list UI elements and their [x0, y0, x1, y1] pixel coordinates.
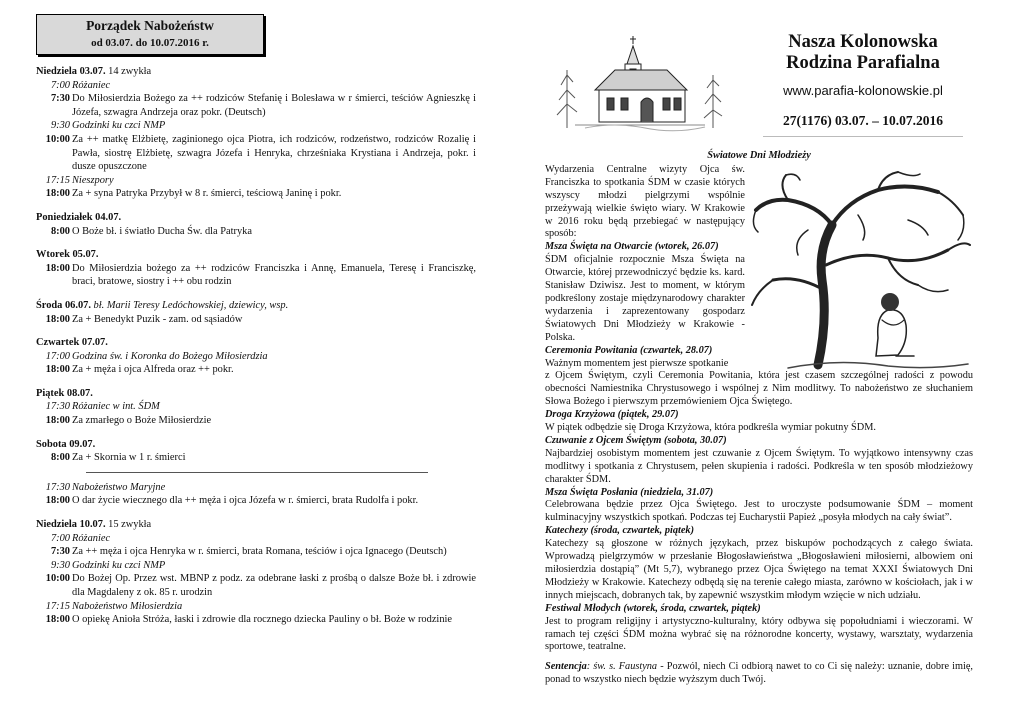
- entry-text: O dar życie wiecznego dla ++ męża i ojca Józefa w r. śmierci, brata Rudolfa i pokr.: [72, 495, 419, 507]
- entry-time: 7:00: [50, 532, 70, 544]
- schedule-day: [36, 336, 476, 377]
- schedule-day: [36, 387, 476, 428]
- mass-intention: [36, 572, 476, 599]
- wdm-section-heading: Katechezy (środa, czwartek, piątek): [545, 525, 694, 537]
- day-date: Środa 06.07.: [36, 299, 91, 311]
- mass-intention: [36, 363, 476, 377]
- entry-time: 18:00: [45, 614, 70, 626]
- entry-text: O Boże bł. i światło Ducha Św. dla Patryka: [72, 225, 252, 237]
- day-title: [36, 211, 476, 225]
- entry-time: 17:15: [45, 174, 70, 186]
- schedule-day: [36, 299, 476, 326]
- entry-time: 17:30: [45, 481, 70, 493]
- mass-intention: [36, 451, 476, 465]
- entry-time: 8:00: [50, 452, 70, 464]
- entry-time: 8:00: [50, 225, 70, 237]
- sentencja-label: Sentencja: [545, 661, 587, 673]
- schedule-days: [36, 65, 476, 627]
- entry-text: Różaniec: [72, 79, 111, 91]
- entry-time: 10:00: [45, 573, 70, 585]
- wdm-section-heading: Czuwanie z Ojcem Świętym (sobota, 30.07): [545, 434, 727, 446]
- sentencja-text: - Pozwól, niech Ci odbiorą nawet to co Ci się należy: uznanie, dobre imię, ponad to wszystko niech będzie wyższym duch Twój.: [545, 661, 973, 686]
- service-entry: [36, 600, 476, 614]
- mass-intention: [36, 313, 476, 327]
- schedule-column: [36, 14, 476, 637]
- wdm-section-text: Ważnym momentem jest pierwsze spotkanie: [545, 357, 729, 369]
- entry-text: Za + męża i ojca Alfreda oraz ++ pokr.: [72, 364, 234, 376]
- parish-website-link[interactable]: www.parafia-kolonowskie.pl: [783, 83, 943, 98]
- entry-text: Nabożeństwo Miłosierdzia: [72, 600, 183, 612]
- day-note: 15 zwykła: [105, 519, 152, 531]
- schedule-header-box: [36, 14, 264, 55]
- entry-text: Godzina św. i Koronka do Bożego Miłosierdzia: [72, 350, 268, 362]
- entry-text: O opiekę Anioła Stróża, łaski i zdrowie dla rocznego dziecka Pauliny o bł. Boże w rodzinie: [72, 614, 453, 626]
- wdm-section-heading: Ceremonia Powitania (czwartek, 28.07): [545, 344, 713, 356]
- wdm-section-text: Jest to program religijny i artystyczno-kulturalny, który odbywa się popołudniami i wieczorami. W ramach tej części ŚDM można wybrać się na różnorodne koncerty, wystawy, warsztaty, wydarzenia sportowe, teatralne.: [545, 615, 973, 653]
- entry-time: 9:30: [50, 120, 70, 132]
- day-date: Sobota 09.07.: [36, 438, 96, 450]
- schedule-day: [36, 65, 476, 201]
- day-date: Czwartek 07.07.: [36, 337, 108, 349]
- day-title: [36, 518, 476, 532]
- mass-intention: [36, 133, 476, 174]
- entry-time: 17:00: [45, 350, 70, 362]
- mass-intention: [36, 92, 476, 119]
- schedule-dates: od 03.07. do 10.07.2016 r.: [91, 37, 209, 49]
- entry-text: Różaniec w int. ŚDM: [72, 401, 160, 413]
- entry-text: Do Miłosierdzia Bożego za ++ rodziców Stefanię i Bolesława w r śmierci, teściów Agnieszkę i Józefa, szwagra Andrzeja oraz pokr. (Deutsch): [72, 93, 476, 118]
- service-entry: [36, 532, 476, 546]
- schedule-day: [36, 438, 476, 508]
- day-date: Piątek 08.07.: [36, 387, 93, 399]
- day-date: Niedziela 03.07.: [36, 66, 106, 77]
- entry-time: 7:30: [50, 93, 70, 105]
- entry-text: Nabożeństwo Maryjne: [72, 481, 166, 493]
- wdm-section-text: ŚDM oficjalnie rozpocznie Msza Święta na Otwarcie, której przewodniczyć będzie ks. kard. Stanisław Dziwisz. Jest to moment, w którym podkreślony zostaje międzynarodowy charakter wydarzenia i zaprezentowany gospodarz Światowych Dni Młodzieży w Krakowie - Polska.: [545, 254, 745, 343]
- masthead-divider: [763, 136, 963, 137]
- mass-intention: [36, 262, 476, 289]
- wdm-title: Światowe Dni Młodzieży: [707, 150, 811, 161]
- entry-time: 17:30: [45, 401, 70, 413]
- masthead-title-line2: Rodzina Parafialna: [786, 53, 940, 73]
- schedule-title: Porządek Nabożeństw: [86, 18, 214, 33]
- entry-time: 18:00: [45, 495, 70, 507]
- entry-text: Za zmarłego o Boże Miłosierdzie: [72, 415, 212, 427]
- day-title: [36, 248, 476, 262]
- entry-time: 7:00: [50, 79, 70, 91]
- entry-time: 10:00: [45, 133, 70, 145]
- service-entry: [36, 174, 476, 188]
- entry-text: Do Miłosierdzia bożego za ++ rodziców Franciszka i Annę, Emanuela, Teresę i Franciszkę, braci, bratowe, siostry i ++ obu rodzin: [72, 262, 476, 288]
- day-title: [36, 299, 476, 313]
- entry-time: 18:00: [45, 415, 70, 427]
- wdm-section-heading: Droga Krzyżowa (piątek, 29.07): [545, 409, 679, 421]
- day-title: [36, 65, 476, 79]
- mass-intention: [36, 494, 476, 508]
- service-entry: [36, 481, 476, 495]
- entry-text: Za + Benedykt Puzik - zam. od sąsiadów: [72, 313, 243, 325]
- wdm-section-text: Katechezy są głoszone w różnych językach, przez biskupów pochodzących z całego świata. Wprowadzą pielgrzymów w przesłanie Błogosławieństwa „Błogosławieni miłosierni, albowiem oni miłosierdzia dostąpią” (Mt 5,7), wybranego przez Ojca Świętego na temat XXXI Światowych Dni Młodzieży w Krakowie. Katechezy odbędą się na terenie całego miasta, zarówno w kościołach, jak i w innych miejscach, dobranych tak, by zapewnić wszystkim młodym wzięcie w nich udziału.: [545, 538, 973, 601]
- entry-text: Za ++ matkę Elżbietę, zaginionego ojca Piotra, ich rodziców, rodzeństwo, rodziców Rozalię i Pawła, siostrę Elżbietę, szwagra Józefa i Henryka, chrześniaka Krystiana i Andrzeja, pokr. i dusze opuszczone: [72, 133, 476, 173]
- church-illustration: [555, 30, 725, 132]
- mass-intention: [36, 187, 476, 201]
- wdm-article: [545, 150, 973, 687]
- wdm-section-text: W piątek odbędzie się Droga Krzyżowa, która podkreśla wymiar pokutny ŚDM.: [545, 422, 876, 434]
- wdm-section-text: z Ojcem Świętym, czyli Ceremonia Powitania, która jest czasem szczególnej radości z powodu obecności Namiestnika Chrystusowego i wspólnej z Nim modlitwy. To nabożeństwo ze słuchaniem Słowa Bożego i pierwszym przemówieniem Ojca Świętego.: [545, 370, 973, 408]
- issue-number: 27(1176) 03.07. – 10.07.2016: [782, 113, 944, 128]
- entry-time: 7:30: [50, 546, 70, 558]
- sentencja-source: : św. s. Faustyna: [586, 661, 658, 673]
- entry-time: 17:15: [45, 600, 70, 612]
- wdm-section-text: Celebrowana będzie przez Ojca Świętego. Jest to uroczyste podsumowanie ŚDM – moment kulminacyjny wszystkich spotkań. Podczas tej Eucharystii Papież „posyła młodych na cały świat”.: [545, 499, 973, 524]
- wdm-section-heading: Msza Święta na Otwarcie (wtorek, 26.07): [545, 241, 719, 253]
- day-date: Poniedziałek 04.07.: [36, 211, 122, 223]
- entry-time: 18:00: [45, 262, 70, 274]
- entry-time: 18:00: [45, 313, 70, 325]
- service-entry: [36, 79, 476, 93]
- wdm-section-heading: Festiwal Młodych (wtorek, środa, czwartek, piątek): [545, 602, 761, 614]
- entry-time: 18:00: [45, 188, 70, 200]
- masthead: [763, 32, 963, 129]
- day-title: [36, 438, 476, 452]
- mass-intention: [36, 545, 476, 559]
- service-entry: [36, 350, 476, 364]
- wdm-section-heading: Msza Święta Posłania (niedziela, 31.07): [545, 486, 714, 498]
- day-title: [36, 336, 476, 350]
- service-entry: [36, 119, 476, 133]
- entry-time: 9:30: [50, 559, 70, 571]
- day-title: [36, 387, 476, 401]
- day-date: Wtorek 05.07.: [36, 249, 99, 261]
- divider: [86, 472, 428, 473]
- service-entry: [36, 400, 476, 414]
- entry-text: Godzinki ku czci NMP: [72, 120, 166, 132]
- schedule-day: [36, 518, 476, 627]
- schedule-day: [36, 248, 476, 289]
- entry-text: Za ++ męża i ojca Henryka w r. śmierci, brata Romana, teściów i ojca Ignacego (Deutsch): [72, 546, 447, 558]
- entry-text: Za + Skornia w 1 r. śmierci: [72, 452, 186, 464]
- day-note: 14 zwykła: [105, 66, 152, 77]
- entry-text: Różaniec: [72, 532, 111, 544]
- masthead-title-line1: Nasza Kolonowska: [788, 32, 938, 52]
- mass-intention: [36, 414, 476, 428]
- entry-text: Nieszpory: [72, 174, 114, 186]
- entry-text: Do Bożej Op. Przez wst. MBNP z podz. za odebrane łaski z prośbą o dalsze Boże bł. i zdrowie dla Magdaleny z ok. 85 r. urodzin: [72, 573, 476, 598]
- entry-text: Za + syna Patryka Przybył w 8 r. śmierci, teściową Janinę i pokr.: [72, 188, 342, 200]
- schedule-day: [36, 211, 476, 238]
- mass-intention: [36, 613, 476, 627]
- wdm-section-text: Najbardziej osobistym momentem jest czuwanie z Ojcem Świętym. To wyjątkowo intensywny czas modlitwy i spotkania z Chrystusem, pełen skupienia i radości. Podkreśla w ten sposób młodzieżowy charakter ŚDM.: [545, 447, 973, 485]
- entry-text: Godzinki ku czci NMP: [72, 559, 166, 571]
- day-date: Niedziela 10.07.: [36, 519, 106, 531]
- sentencja: [545, 661, 973, 687]
- entry-time: 18:00: [45, 364, 70, 376]
- day-feast: bł. Marii Teresy Ledóchowskiej, dziewicy, wsp.: [90, 299, 289, 311]
- wdm-intro: Wydarzenia Centralne wizyty Ojca św. Franciszka to spotkania ŚDM w czasie których wszyscy młodzi pielgrzymi wspólnie przeżywają wielkie święto wiary. W Krakowie w 2016 roku będą przebiegać w następujący sposób:: [545, 163, 745, 240]
- mass-intention: [36, 225, 476, 239]
- service-entry: [36, 559, 476, 573]
